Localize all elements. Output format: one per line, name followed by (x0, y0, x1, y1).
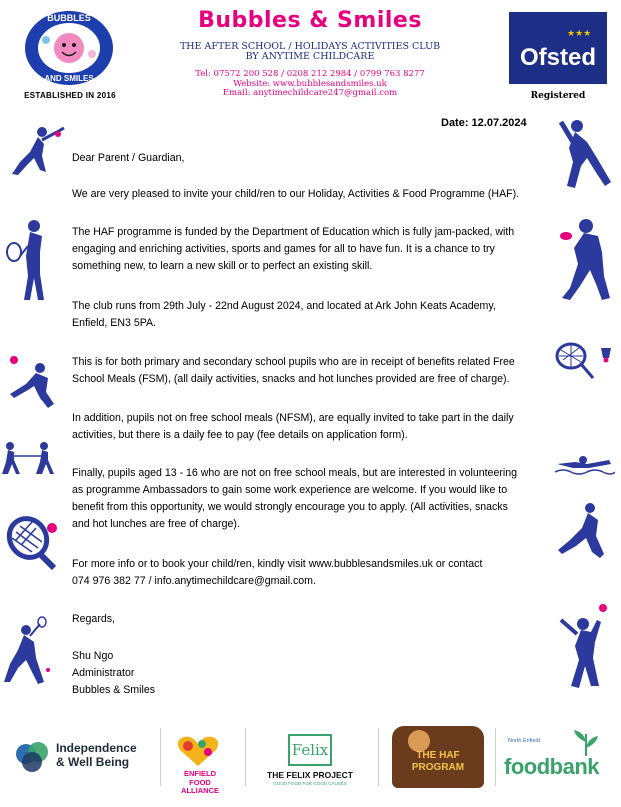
footer-divider (495, 728, 496, 786)
logo-top-text: BUBBLES (47, 13, 91, 23)
haf-line-1: THE HAF (416, 750, 460, 761)
brand-subtitle (150, 42, 470, 62)
soccer-kick-icon (556, 500, 618, 560)
paragraph-2 (72, 224, 552, 275)
paragraph-5-line-1: In addition, pupils not on free school meals (NFSM), are equally invited to take part in the daily (72, 412, 514, 424)
paragraph-7-line-2: 074 976 382 77 / info.anytimechildcare@gmail.com. (72, 575, 316, 587)
paragraph-2-line-3: something new, to learn a new skill or to perfect an existing skill. (72, 260, 373, 272)
felix-project-tagline: GOOD FOOD FOR GOOD CAUSES (273, 781, 347, 786)
paragraph-6 (72, 465, 552, 533)
paragraph-6-line-1: Finally, pupils aged 13 - 16 who are not on free school meals, but are interested in volunteering (72, 467, 518, 479)
bubbles-and-smiles-logo (24, 10, 114, 86)
brand-title: Bubbles & Smiles (198, 8, 422, 33)
established-label: ESTABLISHED IN 2016 (24, 91, 116, 100)
cricket-batsman-icon (553, 118, 619, 190)
paragraph-3-line-1: The club runs from 29th July - 22nd August 2024, and located at Ark John Keats Academy, (72, 300, 496, 312)
tug-of-war-icon (0, 440, 62, 476)
felix-project-name: THE FELIX PROJECT (267, 770, 353, 780)
paragraph-3 (72, 298, 552, 332)
haf-line-2: PROGRAM (411, 762, 465, 773)
badminton-racket-icon (553, 340, 615, 382)
paragraph-6-line-3: benefit from this opportunity, we would strongly encourage you to apply. (All activities, snacks (72, 501, 508, 513)
tennis-player-icon (4, 216, 54, 304)
paragraph-7 (72, 556, 552, 590)
north-enfield-label: North Enfield (508, 738, 540, 744)
paragraph-3-line-2: Enfield, EN3 5PA. (72, 317, 157, 329)
independence-wellbeing-logo (56, 741, 137, 769)
paragraph-4 (72, 354, 552, 388)
rugby-player-icon (556, 216, 618, 302)
signature-title: Administrator (72, 667, 135, 679)
badminton-player-icon (0, 616, 58, 686)
baseball-batter-icon (2, 122, 68, 178)
paragraph-4-line-2: School Meals (FSM), (all daily activities, snacks and hot lunches provided are free of charge). (72, 373, 510, 385)
paragraph-5 (72, 410, 552, 444)
efa-line-1: ENFIELD (183, 769, 217, 778)
haf-program-logo (392, 726, 484, 788)
haf-child-face-icon (408, 730, 430, 752)
subtitle-line-2: BY ANYTIME CHILDCARE (245, 51, 375, 62)
paragraph-6-line-4: and hot lunches are free of charge). (72, 518, 240, 530)
footballer-icon (0, 352, 62, 410)
ofsted-label: Ofsted (519, 44, 596, 71)
paragraph-1: We are very pleased to invite your child/ren to our Holiday, Activities & Food Programme (HAF). (72, 188, 520, 200)
signature-block (72, 648, 552, 699)
swimmer-icon (553, 448, 615, 478)
regards: Regards, (72, 613, 115, 625)
footer-divider (378, 728, 379, 786)
paragraph-5-line-2: activities, but there is a daily fee to pay (fee details on application form). (72, 429, 408, 441)
paragraph-6-line-2: as programme Ambassadors to gain some work experience are welcome. If you would like to (72, 484, 508, 496)
felix-logo-box: Felix (288, 734, 332, 766)
iwb-line-2: & Well Being (56, 755, 130, 769)
footer-divider (245, 728, 246, 786)
enfield-food-alliance-heart-icon (176, 734, 220, 768)
paragraph-4-line-1: This is for both primary and secondary school pupils who are in receipt of benefits related Free (72, 356, 515, 368)
tennis-racket-icon (2, 514, 60, 570)
volleyball-player-icon (553, 602, 619, 690)
iwb-line-1: Independence (56, 741, 137, 755)
letter-date: Date: 12.07.2024 (441, 117, 527, 129)
signature-organisation: Bubbles & Smiles (72, 684, 156, 696)
ofsted-stars-icon: ★★★ (567, 28, 592, 38)
efa-line-2: FOOD ALLIANCE (181, 777, 219, 795)
footer-divider (160, 728, 161, 786)
logo-bottom-text: AND SMILES (44, 74, 94, 83)
independence-wellbeing-icon (14, 740, 52, 774)
enfield-food-alliance-logo (170, 770, 230, 796)
contact-block (150, 70, 470, 99)
contact-website[interactable]: Website: www.bubblesandsmiles.uk (233, 78, 387, 89)
foodbank-logo: foodbank (504, 754, 599, 779)
contact-email[interactable]: Email: anytimechildcare247@gmail.com (222, 88, 398, 98)
paragraph-2-line-1: The HAF programme is funded by the Department of Education which is fully jam-packed, with (72, 226, 515, 238)
ofsted-logo (509, 12, 607, 84)
paragraph-7-line-1: For more info or to book your child/ren, kindly visit www.bubblesandsmiles.uk or contact (72, 558, 483, 570)
registered-label: Registered (530, 91, 586, 101)
contact-tel: Tel: 07572 200 528 / 0208 212 2984 / 0799 763 8277 (195, 69, 425, 79)
signature-name: Shu Ngo (72, 650, 114, 662)
greeting: Dear Parent / Guardian, (72, 152, 185, 164)
paragraph-2-line-2: engaging and enriching activities, sports and games for all to have fun. It is a chance to try (72, 243, 495, 255)
subtitle-line-1: THE AFTER SCHOOL / HOLIDAYS ACTIVITIES CLUB (179, 41, 441, 52)
haf-logo-text (398, 750, 478, 774)
